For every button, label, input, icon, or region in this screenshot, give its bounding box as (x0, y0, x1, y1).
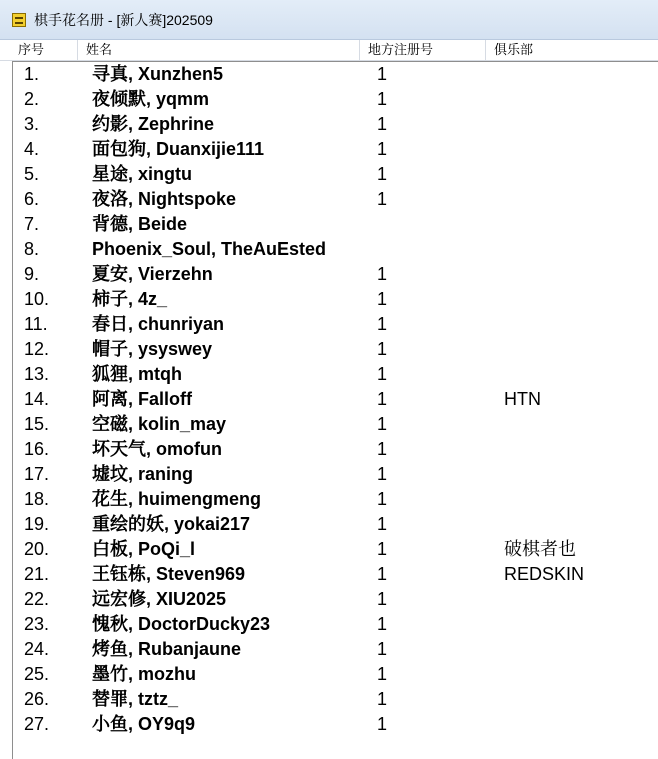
row-club: REDSKIN (504, 564, 585, 584)
table-row[interactable] (13, 237, 658, 262)
row-seq: 26. (24, 689, 50, 709)
row-registration: 1 (377, 664, 388, 684)
row-player-name: 夏安, Vierzehn (92, 264, 213, 284)
row-registration: 1 (377, 339, 388, 359)
column-header-seq[interactable]: 序号 (10, 40, 78, 60)
window-title: 棋手花名册 - [新人赛]202509 (34, 11, 213, 28)
row-club: 破棋者也 (504, 539, 576, 559)
row-club (504, 137, 654, 162)
row-player-name: 重绘的妖, yokai217 (92, 514, 251, 534)
table-row[interactable] (13, 187, 658, 212)
row-club (504, 637, 654, 662)
row-player-name: 夜倾默, yqmm (92, 89, 210, 109)
row-registration: 1 (377, 114, 388, 134)
row-player-name: 背德, Beide (92, 214, 188, 234)
row-seq: 23. (24, 614, 50, 634)
row-seq: 25. (24, 664, 50, 684)
table-row[interactable] (13, 512, 658, 537)
table-row[interactable] (13, 162, 658, 187)
row-registration: 1 (377, 564, 388, 584)
row-club (504, 62, 654, 87)
column-header-name[interactable]: 姓名 (78, 40, 360, 60)
row-seq: 11. (24, 314, 48, 334)
row-club (504, 487, 654, 512)
row-seq: 24. (24, 639, 50, 659)
row-registration (377, 212, 477, 237)
row-club (504, 337, 654, 362)
row-seq: 1. (24, 64, 40, 84)
row-registration: 1 (377, 714, 388, 734)
row-registration: 1 (377, 64, 388, 84)
table-row[interactable] (13, 312, 658, 337)
row-seq: 5. (24, 164, 40, 184)
row-player-name: 坏天气, omofun (92, 439, 222, 459)
row-seq: 19. (24, 514, 50, 534)
row-club (504, 312, 654, 337)
row-player-name: 远宏修, XIU2025 (92, 589, 227, 609)
row-player-name: 空磁, kolin_may (92, 414, 227, 434)
row-seq: 13. (24, 364, 50, 384)
row-club (504, 112, 654, 137)
row-registration: 1 (377, 539, 388, 559)
row-club (504, 662, 654, 687)
row-player-name: 寻真, Xunzhen5 (92, 64, 224, 84)
row-seq: 12. (24, 339, 50, 359)
row-club (504, 512, 654, 537)
row-seq: 18. (24, 489, 50, 509)
row-club (504, 412, 654, 437)
row-player-name: 愧秋, DoctorDucky23 (92, 614, 271, 634)
row-registration: 1 (377, 439, 388, 459)
row-registration: 1 (377, 514, 388, 534)
row-club (504, 162, 654, 187)
row-club (504, 462, 654, 487)
player-list (12, 61, 658, 759)
row-club (504, 87, 654, 112)
row-player-name: 夜洛, Nightspoke (92, 189, 237, 209)
row-player-name: 花生, huimengmeng (92, 489, 262, 509)
row-registration: 1 (377, 89, 388, 109)
table-row[interactable] (13, 287, 658, 312)
table-row[interactable] (13, 712, 658, 737)
row-registration: 1 (377, 264, 388, 284)
row-seq: 21. (24, 564, 50, 584)
row-seq: 8. (24, 239, 40, 259)
row-registration: 1 (377, 364, 388, 384)
player-rows (13, 62, 658, 737)
row-player-name: 墟坟, raning (92, 464, 194, 484)
row-seq: 22. (24, 589, 50, 609)
table-row[interactable] (13, 337, 658, 362)
row-seq: 17. (24, 464, 50, 484)
table-row[interactable] (13, 262, 658, 287)
table-row[interactable] (13, 212, 658, 237)
column-header (0, 40, 658, 61)
row-seq: 7. (24, 214, 40, 234)
row-registration: 1 (377, 289, 388, 309)
row-club (504, 187, 654, 212)
row-club (504, 362, 654, 387)
table-row[interactable] (13, 87, 658, 112)
row-seq: 4. (24, 139, 40, 159)
table-row[interactable] (13, 462, 658, 487)
row-player-name: 小鱼, OY9q9 (92, 714, 196, 734)
table-row[interactable] (13, 587, 658, 612)
table-row[interactable] (13, 687, 658, 712)
row-seq: 15. (24, 414, 50, 434)
table-row[interactable] (13, 537, 658, 562)
row-club (504, 712, 654, 737)
row-registration: 1 (377, 164, 388, 184)
row-player-name: 烤鱼, Rubanjaune (92, 639, 242, 659)
table-row[interactable] (13, 362, 658, 387)
row-seq: 3. (24, 114, 40, 134)
row-seq: 9. (24, 264, 40, 284)
table-row[interactable] (13, 62, 658, 87)
app-roster-icon[interactable] (12, 13, 26, 27)
column-header-registration[interactable]: 地方注册号 (360, 40, 486, 60)
row-club (504, 237, 654, 262)
row-registration: 1 (377, 589, 388, 609)
row-player-name: 面包狗, Duanxijie111 (92, 139, 265, 159)
row-registration: 1 (377, 689, 388, 709)
row-club (504, 212, 654, 237)
row-player-name: 墨竹, mozhu (92, 664, 196, 684)
row-registration: 1 (377, 189, 388, 209)
row-club: HTN (504, 389, 541, 409)
row-seq: 27. (24, 714, 50, 734)
table-row[interactable] (13, 412, 658, 437)
row-player-name: 约影, Zephrine (92, 114, 215, 134)
table-row[interactable] (13, 562, 658, 587)
row-player-name: 柿子, 4z_ (92, 289, 168, 309)
row-player-name: 王钰栋, Steven969 (92, 564, 246, 584)
row-seq: 6. (24, 189, 40, 209)
row-registration: 1 (377, 414, 388, 434)
table-row[interactable] (13, 662, 658, 687)
title-bar[interactable] (0, 0, 658, 40)
table-row[interactable] (13, 112, 658, 137)
row-player-name: 狐狸, mtqh (92, 364, 182, 384)
table-row[interactable] (13, 487, 658, 512)
row-registration: 1 (377, 139, 388, 159)
row-registration: 1 (377, 314, 388, 334)
row-club (504, 437, 654, 462)
row-seq: 2. (24, 89, 40, 109)
row-seq: 14. (24, 389, 50, 409)
table-row[interactable] (13, 137, 658, 162)
row-club (504, 587, 654, 612)
row-player-name: 白板, PoQi_l (92, 539, 196, 559)
row-player-name: 阿离, Falloff (92, 389, 192, 409)
row-player-name: 替罪, tztz_ (92, 689, 179, 709)
row-player-name: 春日, chunriyan (92, 314, 225, 334)
column-header-club[interactable]: 俱乐部 (494, 42, 534, 57)
row-club (504, 687, 654, 712)
row-registration: 1 (377, 389, 388, 409)
row-player-name: 星途, xingtu (92, 164, 192, 184)
row-registration: 1 (377, 639, 388, 659)
row-club (504, 612, 654, 637)
row-seq: 10. (24, 289, 50, 309)
table-row[interactable] (13, 637, 658, 662)
row-seq: 20. (24, 539, 50, 559)
row-registration (377, 237, 477, 262)
row-club (504, 262, 654, 287)
row-seq: 16. (24, 439, 50, 459)
table-row[interactable] (13, 612, 658, 637)
row-club (504, 287, 654, 312)
row-player-name: Phoenix_Soul, TheAuEsted (92, 239, 327, 259)
row-registration: 1 (377, 489, 388, 509)
table-row[interactable] (13, 437, 658, 462)
row-player-name: 帽子, ysyswey (92, 339, 213, 359)
table-row[interactable] (13, 387, 658, 412)
row-registration: 1 (377, 614, 388, 634)
row-registration: 1 (377, 464, 388, 484)
